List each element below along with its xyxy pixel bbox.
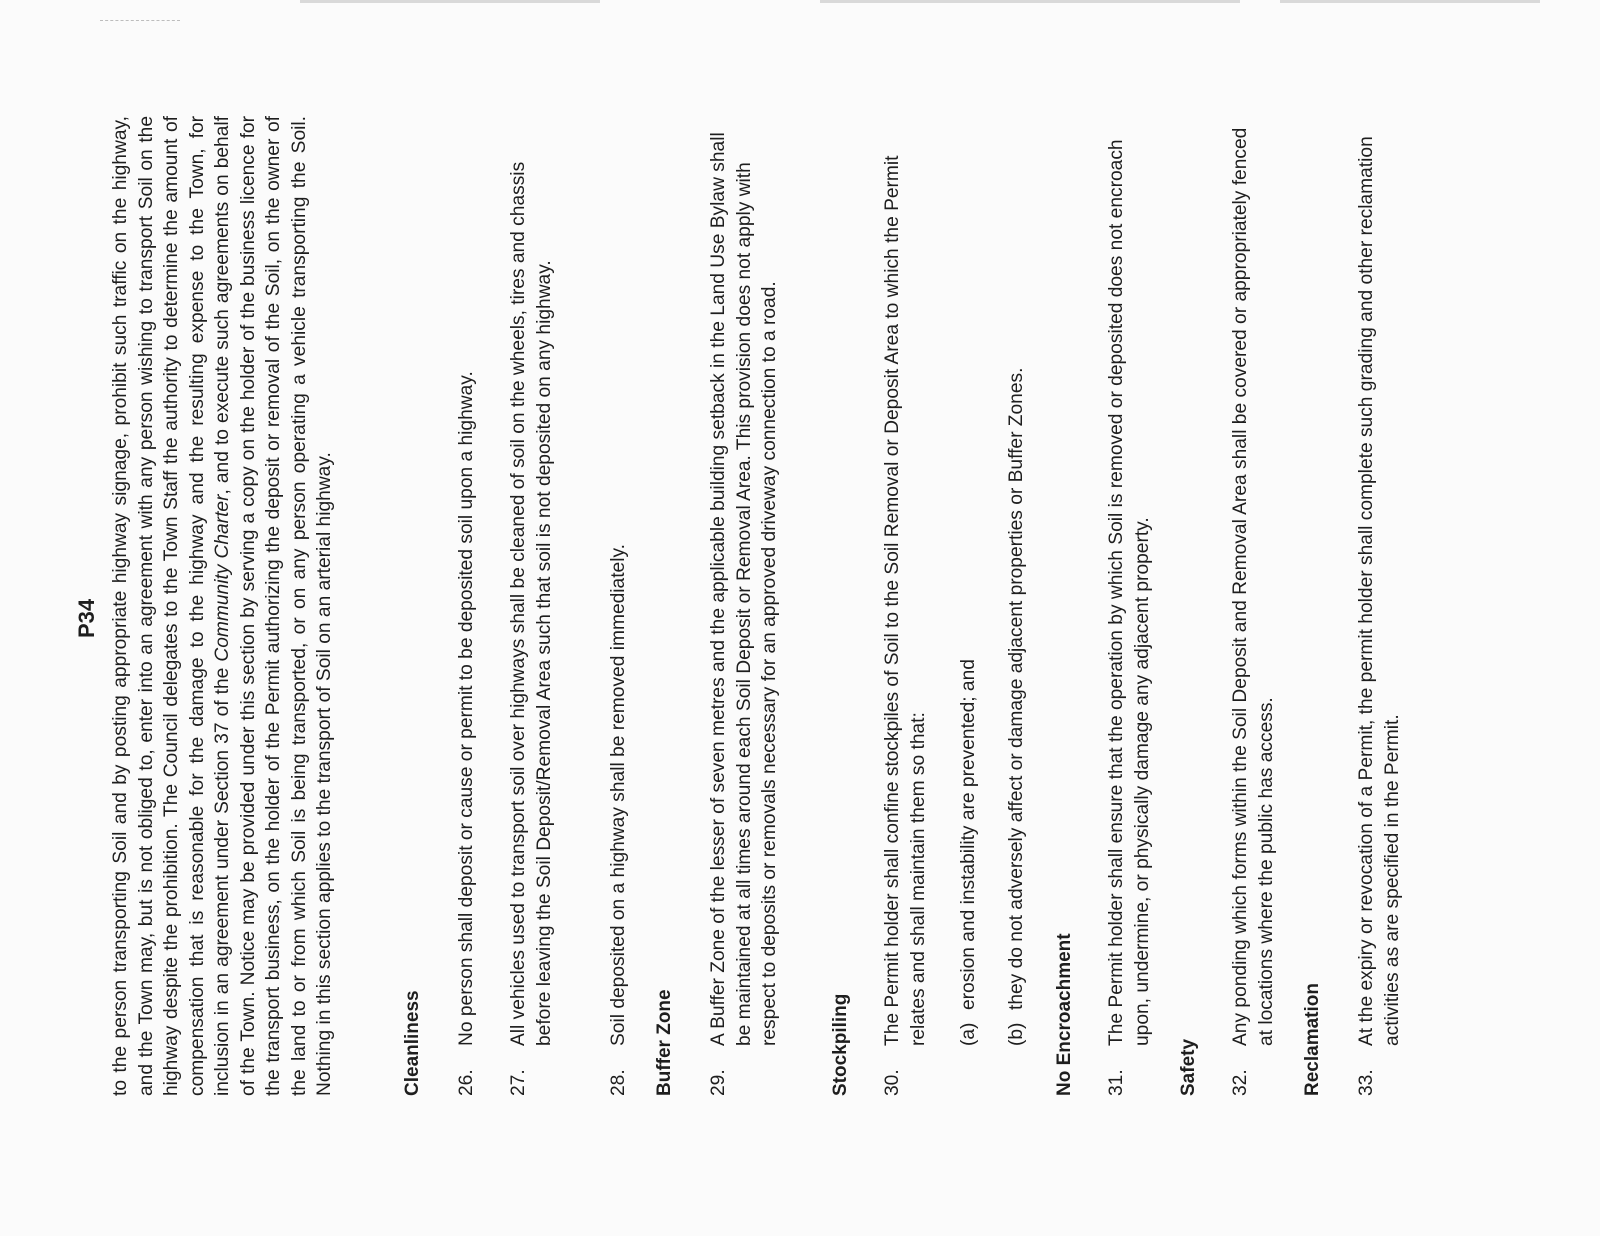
sub-clause-text: they do not adversely affect or damage adjacent properties or Buffer Zones. [1006, 367, 1027, 1010]
heading-cleanliness: Cleanliness [402, 990, 423, 1096]
clause-33 [1354, 96, 1405, 1096]
heading-buffer-zone: Buffer Zone [654, 989, 675, 1096]
clause-28 [606, 96, 632, 1096]
sub-clause-text: erosion and instability are prevented; and [958, 659, 979, 1010]
sub-clause-label: (a) [958, 1022, 979, 1046]
clause-number: 26. [456, 1069, 477, 1096]
clause-30 [880, 96, 931, 1096]
clause-text: Any ponding which forms within the Soil Deposit and Removal Area shall be covered or appropriately fenced at locations where the public has access. [1230, 127, 1277, 1046]
clause-number: 33. [1356, 1069, 1377, 1096]
heading-reclamation: Reclamation [1302, 983, 1323, 1096]
clause-text: No person shall deposit or cause or permit to be deposited soil upon a highway. [456, 371, 477, 1046]
clause-27 [506, 96, 557, 1096]
heading-safety: Safety [1178, 1038, 1199, 1096]
clause-31 [1104, 96, 1155, 1096]
heading-no-encroachment: No Encroachment [1054, 933, 1075, 1096]
clause-30-a [956, 126, 982, 1046]
clause-number: 27. [508, 1069, 529, 1096]
clause-text: A Buffer Zone of the lesser of seven metres and the applicable building setback in the Land Use Bylaw shall be maintained at all times around each Soil Deposit or Removal Area. This provision does not apply with respect to deposits or removals necessary for an approved driveway connection to a road. [708, 132, 780, 1046]
clause-number: 30. [882, 1069, 903, 1096]
clause-30-b [1004, 126, 1030, 1046]
page-number: P34 [74, 598, 99, 638]
clause-text: All vehicles used to transport soil over highways shall be cleaned of soil on the wheels, tires and chassis before leaving the Soil Deposit/Removal Area such that soil is not deposited on any highway. [508, 161, 555, 1046]
clause-32 [1228, 96, 1279, 1096]
sub-clause-label: (b) [1006, 1022, 1027, 1046]
clause-text: The Permit holder shall ensure that the operation by which Soil is removed or deposited does not encroach upon, undermine, or physically damage any adjacent property. [1106, 139, 1153, 1046]
intro-italic-term: Community Charter [212, 494, 233, 662]
clause-number: 31. [1106, 1069, 1127, 1096]
clause-26 [454, 96, 480, 1096]
intro-paragraph: to the person transporting Soil and by posting appropriate highway signage, prohibit such traffic on the highway, and the Town may, but is not obliged to, enter into an agreement with any person wishing to transport Soil on the highway despite the prohibition. The Council delegates to the Town Staff the authority to determine the amount of compensation that is reasonable for the damage to the highway and the resulting expense to the Town, for inclusion in an agreement under Section 37 of the Community Charter, and to execute such agreements on behalf of the Town. Notice may be provided under this section by serving a copy on the holder of the business licence for the transport business, on the holder of the Permit authorizing the deposit or removal of the Soil, on the owner of the land to or from which Soil is being transported, or on any person operating a vehicle transporting the Soil. Nothing in this section applies to the transport of Soil on an arterial highway. [110, 116, 335, 1096]
heading-stockpiling: Stockpiling [830, 993, 851, 1096]
clause-29 [706, 96, 783, 1096]
clause-number: 28. [608, 1069, 629, 1096]
clause-number: 29. [708, 1069, 729, 1096]
clause-text: Soil deposited on a highway shall be removed immediately. [608, 544, 629, 1046]
clause-text: At the expiry or revocation of a Permit, the permit holder shall complete such grading and other reclamation activities as are specified in the Permit. [1356, 136, 1403, 1046]
clause-text: The Permit holder shall confine stockpiles of Soil to the Soil Removal or Deposit Area to which the Permit relates and shall maintain them so that: [882, 155, 929, 1046]
clause-number: 32. [1230, 1069, 1251, 1096]
